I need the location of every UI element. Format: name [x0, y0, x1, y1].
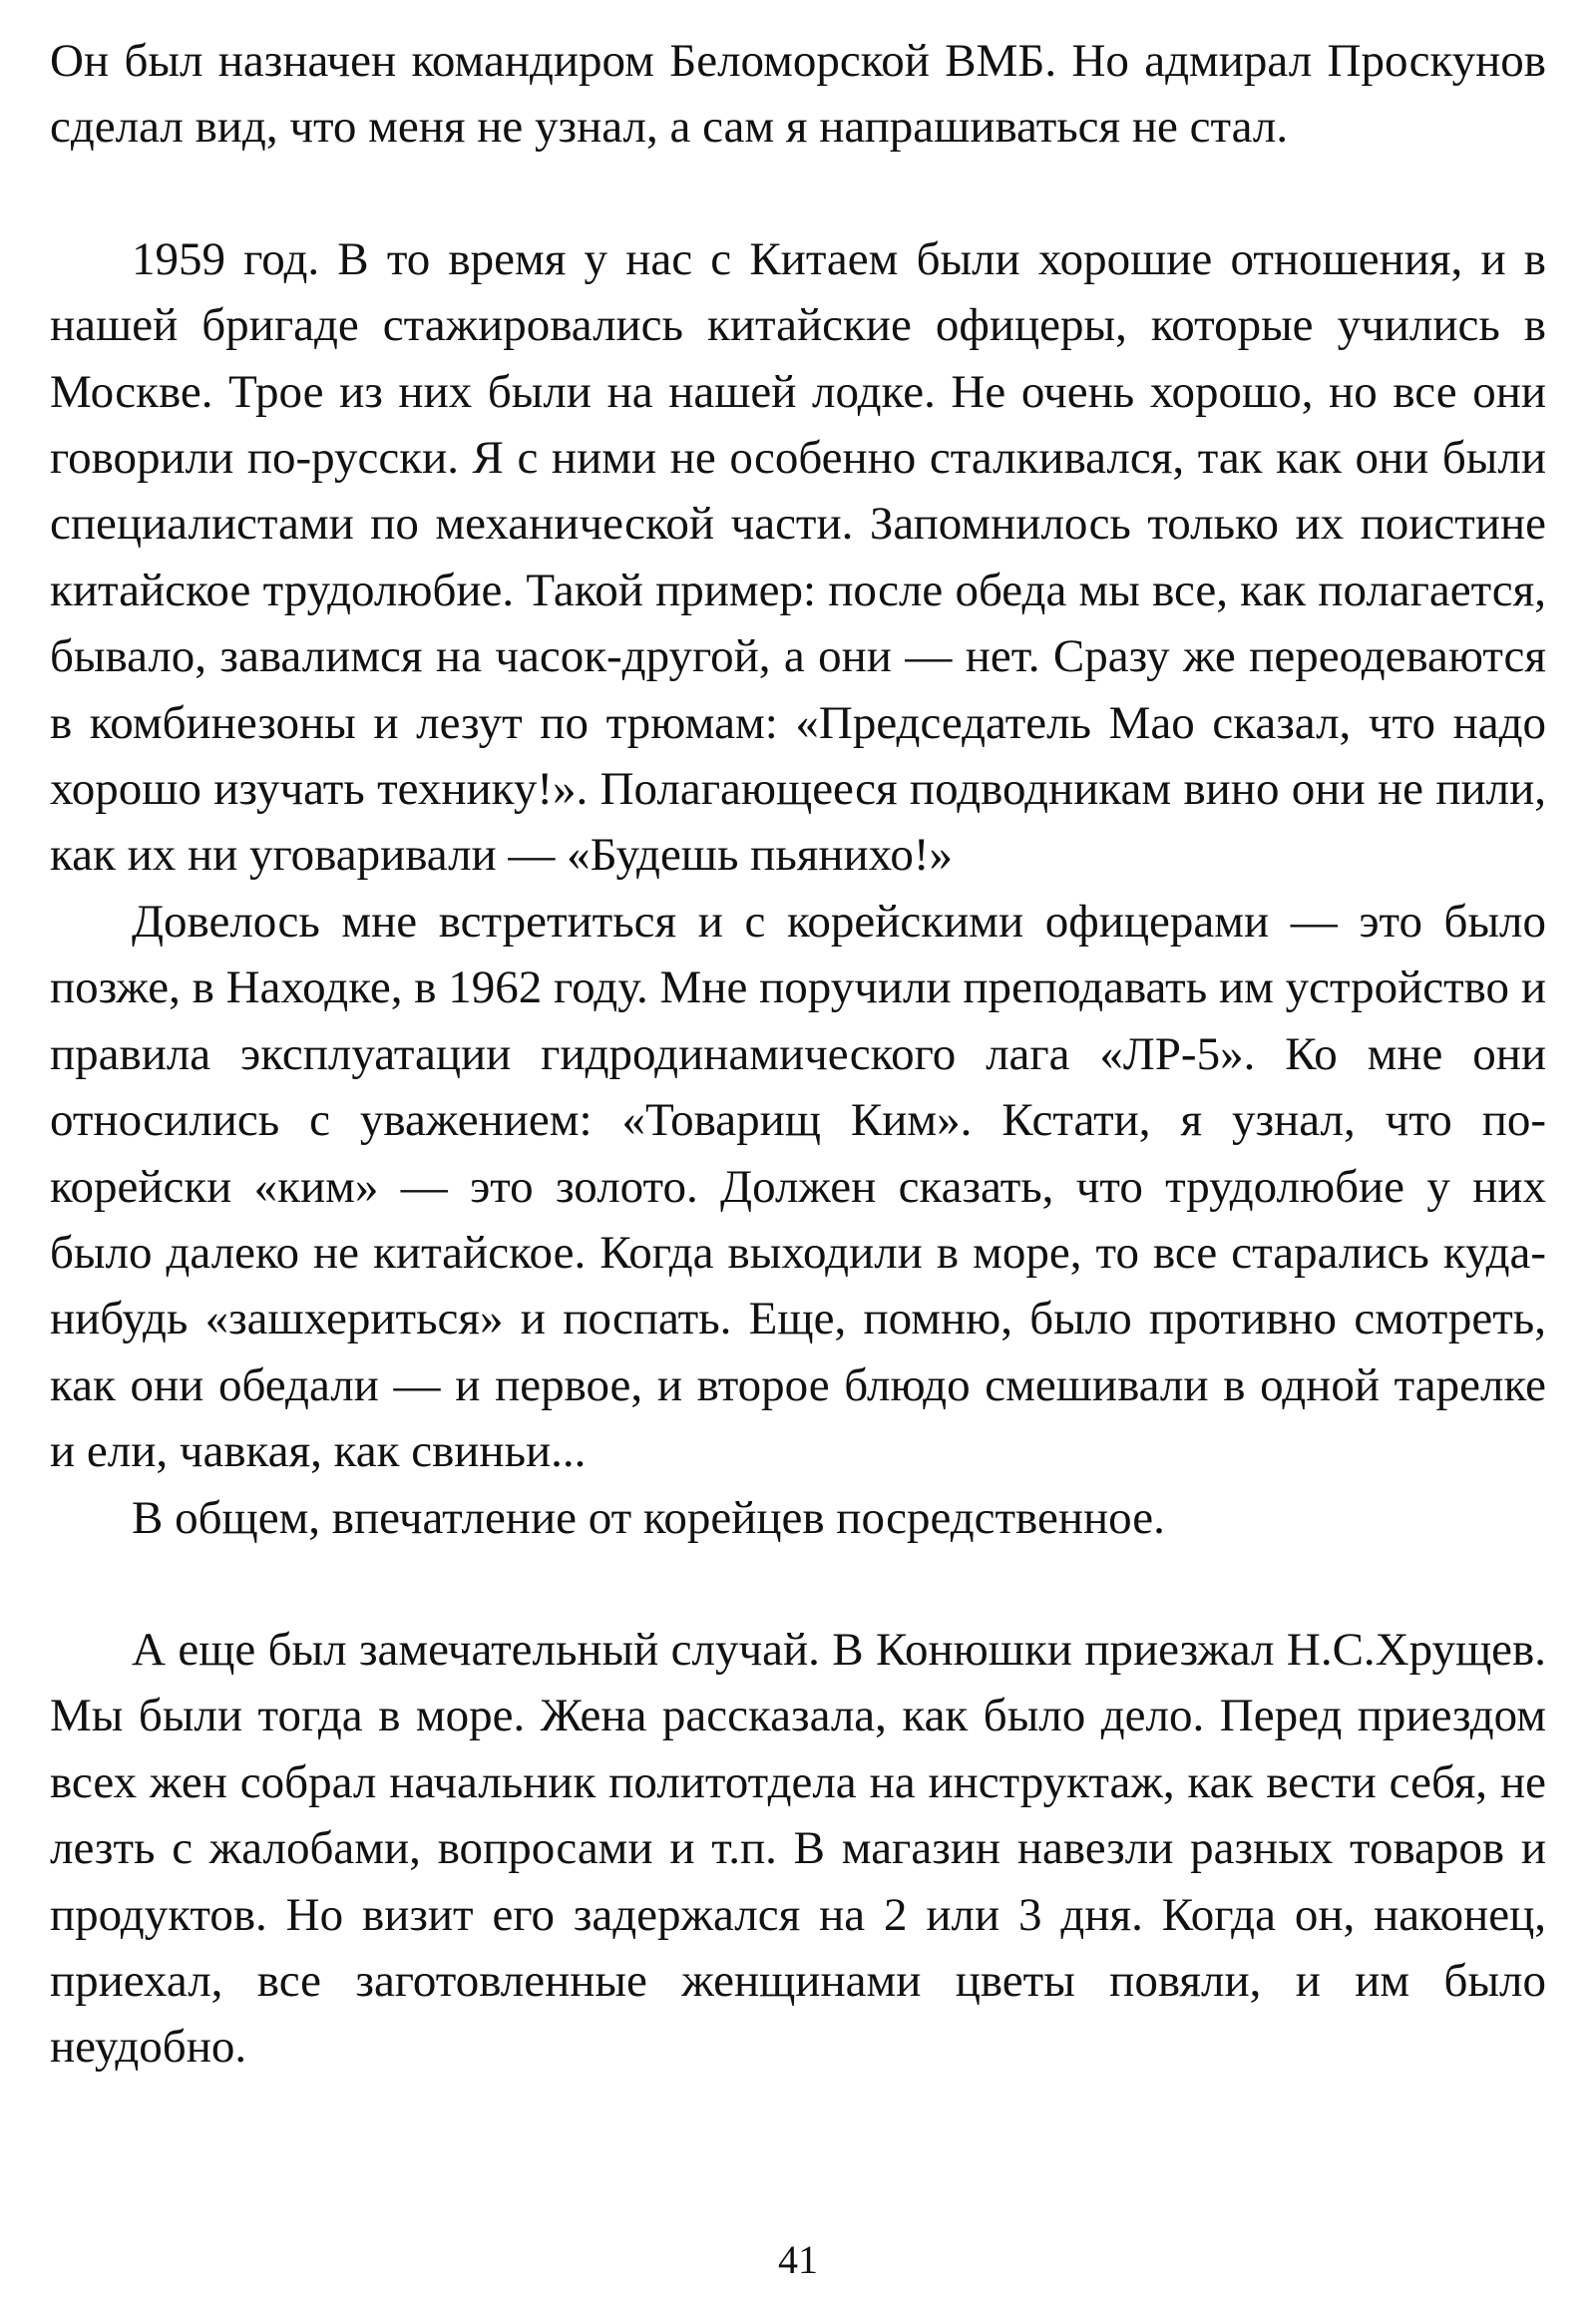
page-number: 41	[778, 2237, 818, 2282]
page-body	[50, 28, 1546, 2081]
paragraph-5: А еще был замечательный случай. В Конюшки приезжал Н.С.Хрущев. Мы были тогда в море. Жена рассказала, как было дело. Перед приездом всех жен собрал начальник политотдела на инструктаж, как вести себя, не лезть с жалобами, вопросами и т.п. В магазин навезли разных товаров и продуктов. Но визит его задержался на 2 или 3 дня. Когда он, наконец, приехал, все заготовленные женщинами цветы повяли, и им было неудобно.	[50, 1623, 1546, 2074]
paragraph-2: 1959 год. В то время у нас с Китаем были хорошие отношения, и в нашей бригаде стажировались китайские офицеры, которые учились в Москве. Трое из них были на нашей лодке. Не очень хорошо, но все они говорили по-русски. Я с ними не особенно сталкивался, так как они были специалистами по механической части. Запомнилось только их поистине китайское трудолюбие. Такой пример: после обеда мы все, как полагается, бывало, завалимся на часок-другой, а они — нет. Сразу же переодеваются в комбинезоны и лезут по трюмам: «Председатель Мао сказал, что надо хорошо изучать технику!». Полагающееся подводникам вино они не пили, как их ни уговаривали — «Будешь пьянихо!»	[50, 232, 1546, 882]
paragraph-4: В общем, впечатление от корейцев посредственное.	[132, 1491, 1165, 1544]
paragraph-1: Он был назначен командиром Беломорской ВМБ. Но адмирал Проскунов сделал вид, что меня не узнал, а сам я напрашиваться не стал.	[50, 35, 1546, 154]
paragraph-3: Довелось мне встретиться и с корейскими офицерами — это было позже, в Находке, в 1962 году. Мне поручили преподавать им устройство и правила эксплуатации гидродинамического лага «ЛР-5». Ко мне они относились с уважением: «Товарищ Ким». Кстати, я узнал, что по-корейски «ким» — это золото. Должен сказать, что трудолюбие у них было далеко не китайское. Когда выходили в море, то все старались куда-нибудь «зашхериться» и поспать. Еще, помню, было противно смотреть, как они обедали — и первое, и второе блюдо смешивали в одной тарелке и ели, чавкая, как свиньи...	[50, 895, 1546, 1478]
